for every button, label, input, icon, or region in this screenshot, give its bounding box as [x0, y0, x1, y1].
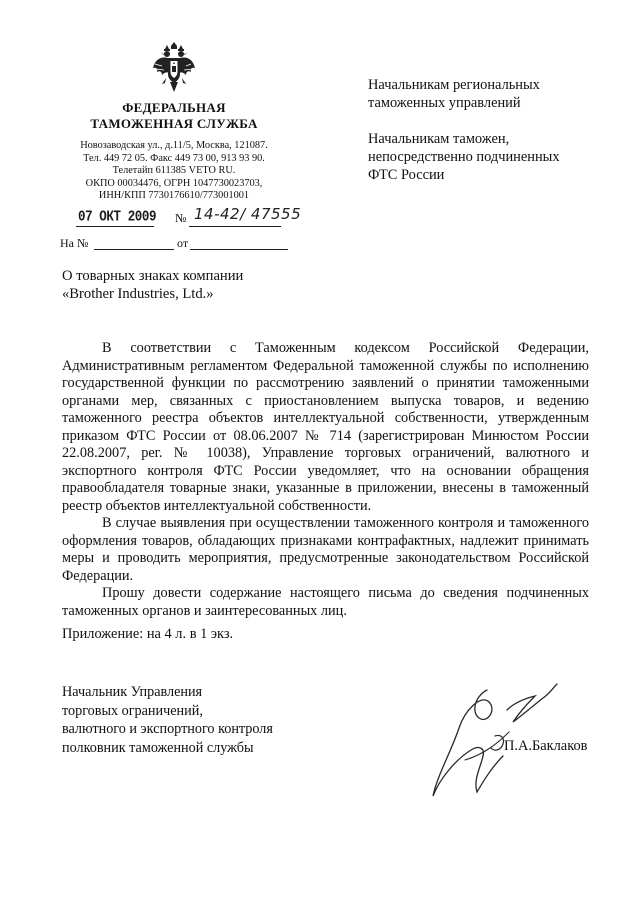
signer-title [62, 683, 322, 757]
contact-teletype: Телетайп 611385 VETO RU. [112, 165, 236, 176]
agency-name-line-2: ТАМОЖЕННАЯ СЛУЖБА [90, 116, 258, 131]
signer-title-line: полковник таможенной службы [62, 739, 254, 756]
reference-date-blank [190, 249, 288, 250]
reference-line [60, 234, 292, 254]
signer-name: П.А.Баклаков [504, 738, 588, 754]
addressee-line: ФТС России [368, 167, 445, 183]
signer-title-line: торговых ограничений, [62, 702, 203, 719]
addressee-line: Начальникам таможен, [368, 131, 510, 147]
reference-number-blank [94, 249, 174, 250]
emblem-icon [152, 42, 196, 94]
contact-address: Новозаводская ул., д.11/5, Москва, 121087. [80, 140, 268, 151]
agency-name-line-1: ФЕДЕРАЛЬНАЯ [122, 100, 226, 115]
signer-title-line: валютного и экспортного контроля [62, 721, 273, 737]
body-paragraph-2: В случае выявления при осуществлении таможенного контроля и таможенного оформления товаров, обладающих признаками контрафактных, надлежит принимать меры и проводить мероприятия, предусмотренные законодательством Российской Федерации. [62, 515, 589, 584]
body-paragraph-3: Прошу довести содержание настоящего письма до сведения подчиненных таможенных органов и заинтересованных лиц. [62, 585, 589, 619]
agency-contacts [60, 140, 288, 203]
subject-line-2: «Brother Industries, Ltd.» [62, 286, 214, 302]
body-paragraph-1: В соответствии с Таможенным кодексом Российской Федерации, Административным регламентом Федеральной таможенной службы по исполнению государственной функции по рассмотрению заявлений о принятии таможенными органами мер, связанных с приостановлением выпуска товаров, и ведению таможенного реестра объектов интеллектуальной собственности, утвержденным приказом ФТС России от 08.06.2007 № 714 (зарегистрирован Минюстом России 22.08.2007, рег. № 10038), Управление торговых ограничений, валютного и экспортного контроля ФТС России уведомляет, что на основании обращения правообладателя товарные знаки, указанные в приложении, внесены в таможенный реестр объектов интеллектуальной собственности. [62, 340, 589, 514]
registration-number-label: № [175, 211, 187, 225]
signer-title-line: Начальник Управления [62, 684, 203, 700]
agency-name [72, 100, 276, 132]
addressee-line: Начальникам региональных [368, 77, 540, 93]
appendix-note: Приложение: на 4 л. в 1 экз. [62, 626, 234, 642]
letter-body [62, 340, 589, 620]
contact-phones: Тел. 449 72 05. Факс 449 73 00, 913 93 90. [83, 152, 265, 164]
addressee-customs-offices [368, 130, 608, 184]
registration-number-handwritten: 14-42/ 47555 [194, 205, 302, 223]
letter-subject [62, 267, 362, 303]
subject-line-1: О товарных знаках компании [62, 268, 244, 284]
registration-line [76, 205, 302, 231]
addressee-regional-administrations [368, 76, 608, 112]
number-underline [189, 226, 281, 227]
reference-from-label: от [177, 236, 189, 250]
addressees [368, 76, 608, 202]
contact-inn-kpp: ИНН/КПП 7730176610/773001001 [98, 190, 250, 201]
addressee-line: непосредственно подчиненных [368, 149, 560, 165]
date-underline [76, 226, 154, 227]
addressee-line: таможенных управлений [368, 95, 521, 111]
contact-okpo-ogrn: ОКПО 00034476, ОГРН 1047730023703, [85, 177, 263, 189]
reference-number-label: На № [60, 236, 89, 250]
registration-date-stamp: 07 ОКТ 2009 [78, 209, 157, 226]
